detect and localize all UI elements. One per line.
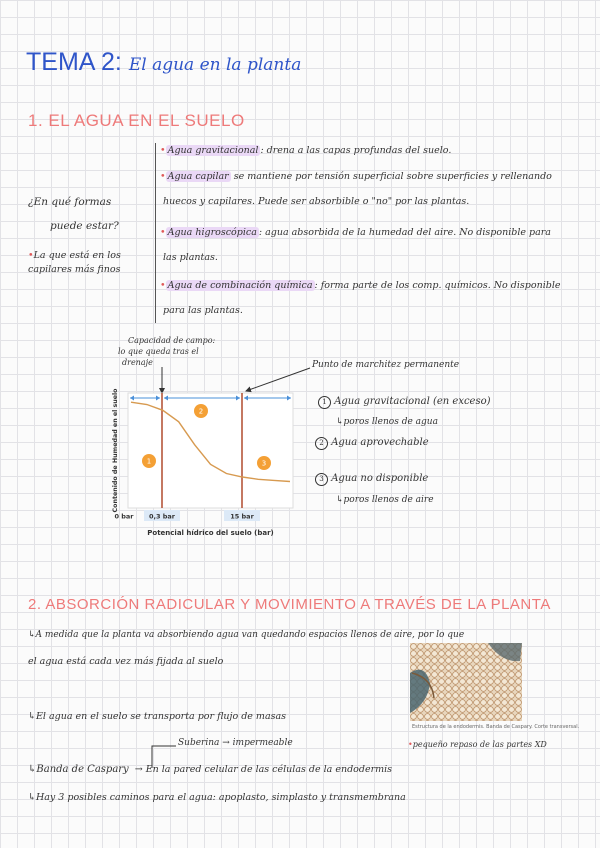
legend-text-2: Agua aprovechable — [331, 437, 429, 448]
section2-heading: 2. ABSORCIÓN RADICULAR Y MOVIMIENTO A TRAVÉS DE LA PLANTA — [28, 596, 551, 613]
legend-text-3: Agua no disponible — [331, 473, 429, 484]
legend-sub-text-3: poros llenos de aire — [343, 495, 434, 505]
question-line2: puede estar? — [50, 220, 119, 232]
item-term: Agua gravitacional — [167, 145, 259, 156]
bullet-note-line2: capilares más finos — [28, 264, 121, 275]
zone-label-3: 3 — [261, 459, 267, 468]
title-main: TEMA 2: — [26, 48, 122, 76]
image-note-text: pequeño repaso de las partes XD — [412, 740, 547, 749]
s2-line1: ↳A medida que la planta va absorbiendo agua van quedando espacios llenos de aire, por lo que — [28, 630, 465, 640]
list-item-cont: huecos y capilares. Puede ser absorbible o "no" por las plantas. — [163, 196, 470, 207]
caspary-line — [28, 764, 392, 775]
item-text: : drena a las capas profundas del suelo. — [260, 145, 452, 156]
capacity-label-3: drenaje — [122, 358, 153, 367]
s2-line5: ↳Hay 3 posibles caminos para el agua: apoplasto, simplasto y transmembrana — [28, 792, 406, 803]
list-item: • Agua gravitacional : drena a las capas profundas del suelo. — [160, 145, 452, 156]
legend-num-2: 2 — [315, 437, 328, 450]
capacity-label-1: Capacidad de campo: — [128, 336, 216, 345]
item-term: Agua higroscópica — [167, 227, 257, 238]
x-tick-label: 15 bar — [230, 512, 254, 521]
x-tick-label: 0,3 bar — [148, 512, 176, 521]
list-item: • Agua de combinación química : forma parte de los comp. químicos. No disponible — [160, 280, 561, 291]
legend-text-1: Agua gravitacional (en exceso) — [334, 396, 491, 407]
caspary-label: ↳Banda de Caspary — [28, 764, 129, 775]
x-axis-label: Potencial hídrico del suelo (bar) — [147, 529, 274, 537]
zone-label-1: 1 — [146, 457, 152, 466]
moisture-chart — [108, 383, 300, 543]
legend-num-1: 1 — [318, 396, 331, 409]
x-tick-label: 0 bar — [114, 512, 134, 521]
zone-label-2: 2 — [198, 407, 204, 416]
suberina-note: Suberina → impermeable — [178, 738, 293, 748]
item-term: Agua capilar — [167, 171, 229, 182]
section1-heading: 1. EL AGUA EN EL SUELO — [28, 111, 245, 130]
item-text: se mantiene por tensión superficial sobre superficies y rellenando — [230, 171, 552, 182]
list-item-cont: para las plantas. — [163, 305, 243, 316]
plot-area — [128, 393, 293, 508]
list-item: • Agua capilar se mantiene por tensión superficial sobre superficies y rellenando — [160, 171, 552, 182]
title-sub: El agua en la planta — [128, 55, 302, 75]
s2-line3: ↳El agua en el suelo se transporta por flujo de masas — [28, 711, 287, 722]
list-item: • Agua higroscópica : agua absorbida de la humedad del aire. No disponible para — [160, 227, 551, 238]
legend-sub-text-1: poros llenos de agua — [343, 417, 438, 427]
image-note: •pequeño repaso de las partes XD — [408, 740, 547, 749]
capacity-label-2: lo que queda tras el — [118, 347, 199, 356]
root-section-image — [410, 643, 522, 721]
item-term: Agua de combinación química — [167, 280, 313, 291]
bullet-note-line1: •La que está en los — [28, 250, 121, 261]
legend-item-1 — [318, 396, 491, 409]
caspary-text: → En la pared celular de las células de la endodermis — [134, 764, 393, 775]
list-item-cont: las plantas. — [163, 252, 218, 263]
legend-sub-3: ↳poros llenos de aire — [336, 495, 434, 505]
bullet-note-text1: La que está en los — [33, 250, 121, 261]
question-line1: ¿En qué formas — [28, 196, 112, 208]
item-text: : agua absorbida de la humedad del aire. No disponible para — [258, 227, 551, 238]
legend-sub-1: ↳poros llenos de agua — [336, 417, 438, 427]
legend-item-3 — [315, 473, 428, 486]
item-text: : forma parte de los comp. químicos. No disponible — [314, 280, 561, 291]
legend-num-3: 3 — [315, 473, 328, 486]
wilting-label: Punto de marchitez permanente — [312, 360, 460, 370]
y-axis-label: Contenido de Humedad en el suelo — [112, 388, 119, 513]
legend-item-2 — [315, 437, 429, 450]
image-caption: Estructura de la endodermis. Banda de Caspary. Corte transversal. — [412, 724, 580, 730]
s2-line2: el agua está cada vez más fijada al suelo — [28, 656, 224, 667]
